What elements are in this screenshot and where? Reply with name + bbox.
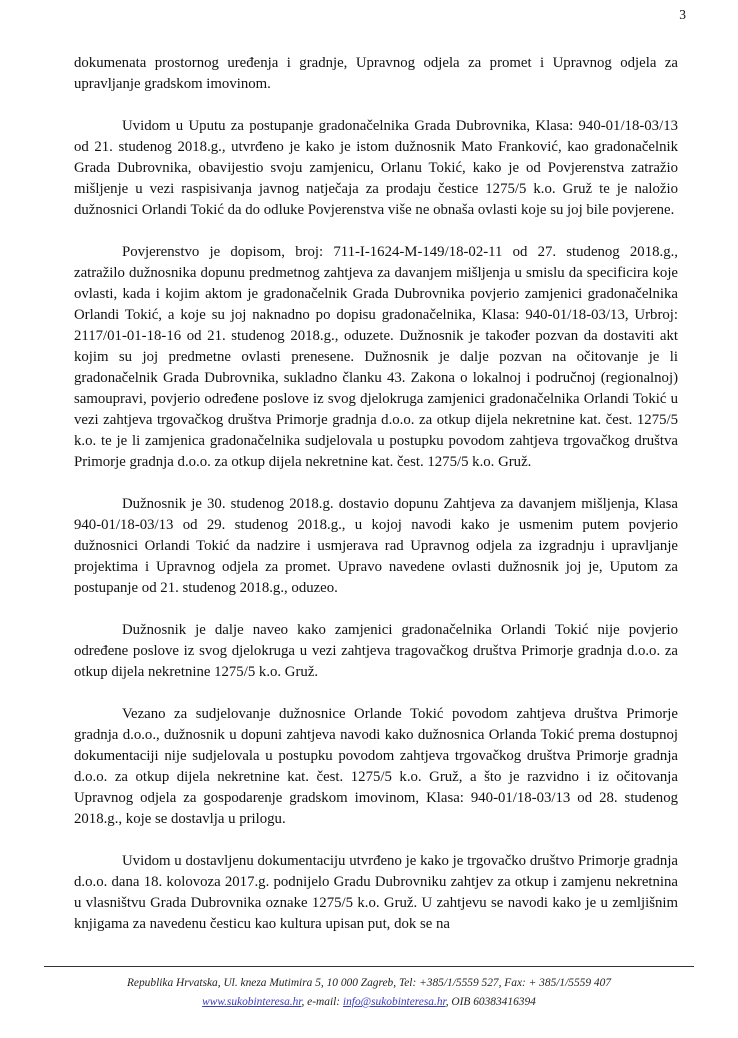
footer-oib: , OIB 60383416394 — [445, 996, 536, 1008]
paragraph-uputa: Uvidom u Uputu za postupanje gradonačelnika Grada Dubrovnika, Klasa: 940-01/18-03/13 od 21. studenog 2018.g., utvrđeno je kako je istom dužnosnik Mato Franković, kao gradonačelnik Grada Dubrovnika, obavijestio svoju zamjenicu, Orlanu Tokić, kako je od Povjerenstva zatražio mišljenje u vezi raspisivanja javnog natječaja za prodaju čestice 1275/5 k.o. Gruž te je naložio dužnosnici Orlandi Tokić da do odluke Povjerenstva više ne obnaša ovlasti koje su joj bile povjerene. — [74, 118, 678, 218]
paragraph-dopuna-zahtjeva: Dužnosnik je 30. studenog 2018.g. dostavio dopunu Zahtjeva za davanjem mišljenja, Klasa 940-01/18-03/13 od 29. studenog 2018.g., u kojoj navodi kako je usmenim putem povjerio dužnosnici Orlandi Tokić da nadzire i usmjerava rad Upravnog odjela za izgradnju i upravljanje projektima i Upravnog odjela za promet. Upravo navedene ovlasti dužnosnik joj je, Uputom za postupanje od 21. studenog 2018.g., oduzeo. — [74, 496, 678, 596]
footer-website-link[interactable]: www.sukobinteresa.hr — [202, 996, 302, 1008]
paragraph-dokumentacija: Uvidom u dostavljenu dokumentaciju utvrđeno je kako je trgovačko društvo Primorje gradnja d.o.o. dana 18. kolovoza 2017.g. podnijelo Gradu Dubrovniku zahtjev za otkup i zamjenu nekretnina u vlasništvu Grada Dubrovnika oznake 1275/5 k.o. Gruž. U zahtjevu se navodi kako je u zemljišnim knjigama za navedenu česticu kao kultura upisan put, dok se na — [74, 853, 678, 932]
footer-email-link[interactable]: info@sukobinteresa.hr — [342, 996, 446, 1008]
paragraph-poslovi-nisu-povjereni: Dužnosnik je dalje naveo kako zamjenici gradonačelnika Orlandi Tokić nije povjerio određene poslove iz svog djelokruga u vezi zahtjeva tragovačkog društva Primorje gradnja d.o.o. za otkup dijela nekretnine 1275/5 k.o. Gruž. — [74, 622, 678, 680]
page-number: 3 — [679, 7, 686, 22]
footer-contact — [44, 993, 694, 1012]
footer-address: Republika Hrvatska, Ul. kneza Mutimira 5, 10 000 Zagreb, Tel: +385/1/5559 527, Fax: + 385/1/5559 407 — [126, 977, 612, 989]
paragraph-sudjelovanje: Vezano za sudjelovanje dužnosnice Orlande Tokić povodom zahtjeva društva Primorje gradnja d.o.o., dužnosnik u dopuni zahtjeva navodi kako dužnosnica Orlanda Tokić prema dostupnoj dokumentaciji nije sudjelovala u postupku povodom zahtjeva trgovačkog društva Primorje gradnja d.o.o. za otkup dijela nekretnine kat. čest. 1275/5 k.o. Gruž, a što je razvidno i iz očitovanja Upravnog odjela za gospodarenje gradskom imovinom, Klasa: 940-01/18-03/13 od 28. studenog 2018.g., koje se dostavlja u prilogu. — [74, 706, 678, 827]
paragraph-continuation: dokumenata prostornog uređenja i gradnje, Upravnog odjela za promet i Upravnog odjela za upravljanje gradskom imovinom. — [74, 55, 678, 92]
page-footer — [44, 974, 694, 1012]
footer-email-label: , e-mail: — [301, 996, 343, 1008]
footer-divider — [44, 966, 694, 967]
document-body — [74, 53, 678, 935]
paragraph-dopis-povjerenstva: Povjerenstvo je dopisom, broj: 711-I-1624-M-149/18-02-11 od 27. studenog 2018.g., zatražilo dužnosnika dopunu predmetnog zahtjeva za davanjem mišljenja u smislu da specificira koje ovlasti, kada i kojim aktom je gradonačelnik Grada Dubrovnika povjerio zamjenici gradonačelnika Orlandi Tokić, a koje su joj naknadno po dopisu gradonačelnika, Klasa: 940-01/18-03/13, Urbroj: 2117/01-01-18-16 od 21. studenog 2018.g., oduzete. Dužnosnik je također pozvan da dostaviti akt kojim su joj predmetne ovlasti prenesene. Dužnosnik je dalje pozvan na očitovanje je li gradonačelnik Grada Dubrovnika, sukladno članku 43. Zakona o lokalnoj i područnoj (regionalnoj) samoupravi, povjerio određene poslove iz svog djelokruga zamjenici gradonačelnika Orlandi Tokić u vezi zahtjeva trgovačkog društva Primorje gradnja d.o.o. za otkup dijela nekretnine kat. čest. 1275/5 k.o. te je li zamjenica gradonačelnika sudjelovala u postupku povodom zahtjeva trgovačkog društva Primorje gradnja d.o.o. za otkup dijela nekretnine kat. čest. 1275/5 k.o. Gruž. — [74, 244, 678, 470]
